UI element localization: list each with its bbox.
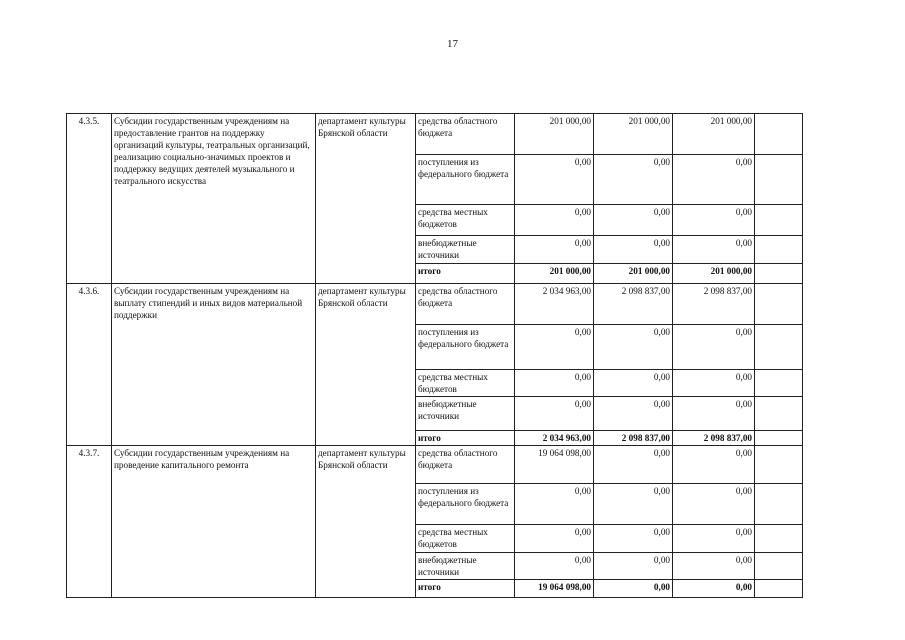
amount-year-1: 0,00	[515, 155, 594, 205]
amount-year-2: 2 098 837,00	[594, 284, 673, 325]
amount-year-1: 0,00	[515, 525, 594, 553]
item-name: Субсидии государственным учреждениям на предоставление грантов на поддержку организаций культуры, театральных организаций, реализацию социально-значимых проектов и поддержку ведущих деятелей музыкального и театрального искусства	[112, 114, 316, 284]
item-name: Субсидии государственным учреждениям на выплату стипендий и иных видов материальной поддержки	[112, 284, 316, 446]
empty-cell	[755, 446, 803, 484]
empty-cell	[755, 264, 803, 284]
page-number: 17	[447, 38, 458, 50]
amount-year-3: 2 098 837,00	[673, 431, 755, 446]
amount-year-3: 0,00	[673, 155, 755, 205]
amount-year-1: 0,00	[515, 205, 594, 236]
item-executor: департамент культуры Брянской области	[316, 114, 416, 284]
amount-year-3: 0,00	[673, 484, 755, 525]
funding-source-label: средства областного бюджета	[416, 114, 515, 155]
table-row	[67, 114, 803, 155]
empty-cell	[755, 525, 803, 553]
funding-source-label: внебюджетные источники	[416, 553, 515, 580]
amount-year-2: 0,00	[594, 155, 673, 205]
funding-source-label: внебюджетные источники	[416, 397, 515, 431]
empty-cell	[755, 205, 803, 236]
funding-source-label: средства местных бюджетов	[416, 370, 515, 397]
funding-source-label: поступления из федерального бюджета	[416, 155, 515, 205]
amount-year-2: 0,00	[594, 397, 673, 431]
amount-year-1: 201 000,00	[515, 264, 594, 284]
empty-cell	[755, 155, 803, 205]
amount-year-2: 201 000,00	[594, 264, 673, 284]
empty-cell	[755, 325, 803, 370]
amount-year-3: 0,00	[673, 553, 755, 580]
empty-cell	[755, 370, 803, 397]
total-label: итого	[416, 580, 515, 598]
amount-year-2: 0,00	[594, 580, 673, 598]
amount-year-1: 19 064 098,00	[515, 580, 594, 598]
empty-cell	[755, 553, 803, 580]
amount-year-3: 201 000,00	[673, 114, 755, 155]
amount-year-1: 2 034 963,00	[515, 284, 594, 325]
amount-year-2: 0,00	[594, 446, 673, 484]
amount-year-2: 0,00	[594, 553, 673, 580]
empty-cell	[755, 580, 803, 598]
amount-year-2: 201 000,00	[594, 114, 673, 155]
empty-cell	[755, 431, 803, 446]
amount-year-3: 0,00	[673, 525, 755, 553]
item-name: Субсидии государственным учреждениям на проведение капитального ремонта	[112, 446, 316, 598]
amount-year-2: 0,00	[594, 484, 673, 525]
funding-source-label: средства местных бюджетов	[416, 525, 515, 553]
amount-year-1: 0,00	[515, 553, 594, 580]
empty-cell	[755, 484, 803, 525]
amount-year-3: 0,00	[673, 205, 755, 236]
amount-year-2: 2 098 837,00	[594, 431, 673, 446]
funding-source-label: поступления из федерального бюджета	[416, 325, 515, 370]
total-label: итого	[416, 431, 515, 446]
amount-year-1: 0,00	[515, 397, 594, 431]
item-number: 4.3.7.	[67, 446, 112, 598]
table-body	[67, 114, 803, 598]
funding-source-label: средства местных бюджетов	[416, 205, 515, 236]
amount-year-3: 0,00	[673, 236, 755, 264]
amount-year-1: 201 000,00	[515, 114, 594, 155]
amount-year-3: 0,00	[673, 397, 755, 431]
table-row	[67, 446, 803, 484]
amount-year-3: 0,00	[673, 580, 755, 598]
amount-year-1: 2 034 963,00	[515, 431, 594, 446]
amount-year-1: 19 064 098,00	[515, 446, 594, 484]
funding-source-label: средства областного бюджета	[416, 284, 515, 325]
item-executor: департамент культуры Брянской области	[316, 446, 416, 598]
amount-year-3: 0,00	[673, 446, 755, 484]
amount-year-1: 0,00	[515, 370, 594, 397]
amount-year-2: 0,00	[594, 370, 673, 397]
total-label: итого	[416, 264, 515, 284]
empty-cell	[755, 397, 803, 431]
amount-year-3: 2 098 837,00	[673, 284, 755, 325]
empty-cell	[755, 114, 803, 155]
amount-year-3: 0,00	[673, 325, 755, 370]
budget-table	[66, 113, 803, 598]
amount-year-1: 0,00	[515, 325, 594, 370]
amount-year-2: 0,00	[594, 236, 673, 264]
amount-year-2: 0,00	[594, 525, 673, 553]
amount-year-3: 201 000,00	[673, 264, 755, 284]
amount-year-2: 0,00	[594, 325, 673, 370]
item-number: 4.3.6.	[67, 284, 112, 446]
empty-cell	[755, 236, 803, 264]
item-number: 4.3.5.	[67, 114, 112, 284]
empty-cell	[755, 284, 803, 325]
amount-year-1: 0,00	[515, 484, 594, 525]
amount-year-1: 0,00	[515, 236, 594, 264]
item-executor: департамент культуры Брянской области	[316, 284, 416, 446]
funding-source-label: поступления из федерального бюджета	[416, 484, 515, 525]
amount-year-2: 0,00	[594, 205, 673, 236]
amount-year-3: 0,00	[673, 370, 755, 397]
funding-source-label: средства областного бюджета	[416, 446, 515, 484]
table-row	[67, 284, 803, 325]
funding-source-label: внебюджетные источники	[416, 236, 515, 264]
